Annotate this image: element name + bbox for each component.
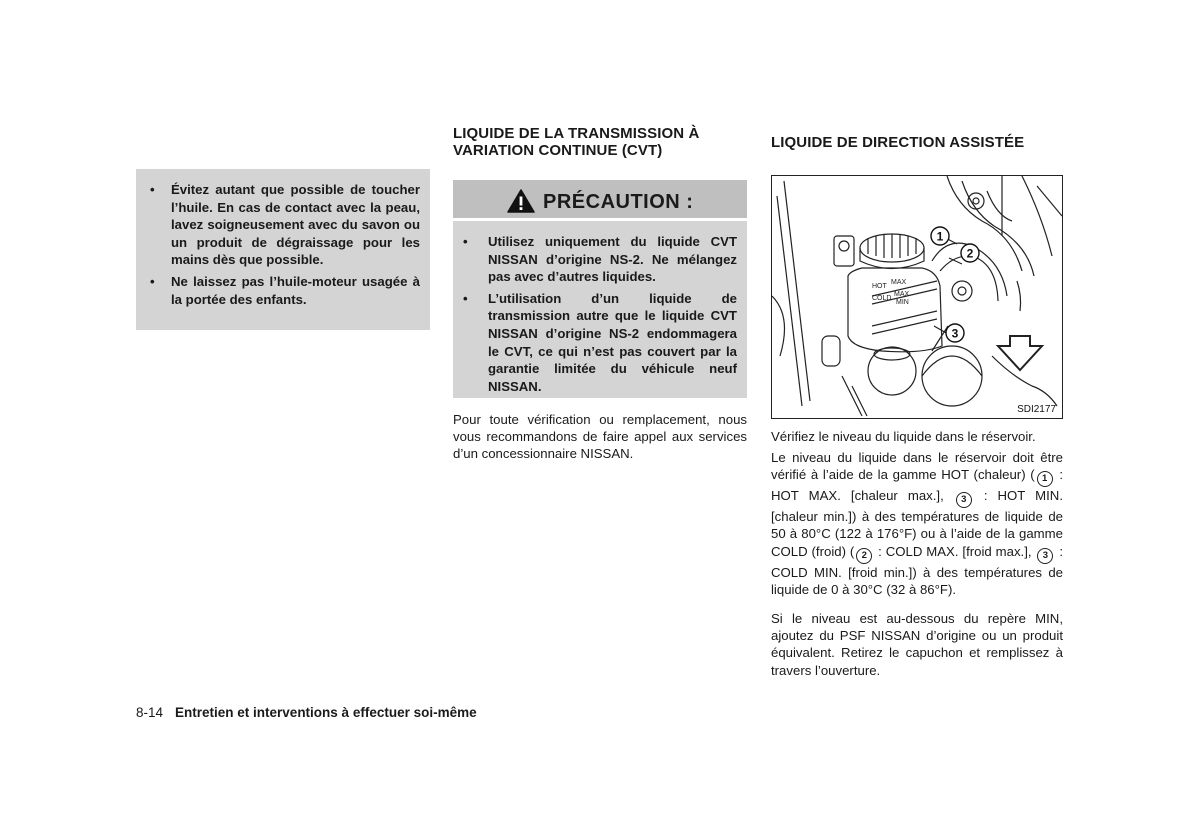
cvt-paragraph: Pour toute vérification ou remplacement, nous vous recommandons de faire appel aux services d’un concessionnaire NISSAN. — [453, 412, 747, 462]
bullet: • — [150, 273, 155, 289]
reservoir-figure — [771, 175, 1063, 419]
warning-item — [150, 273, 420, 308]
callout-ref-2: 2 — [856, 548, 872, 564]
caution-body — [461, 233, 737, 399]
hot-max-label: MAX — [891, 279, 907, 286]
callout-ref-3: 3 — [956, 492, 972, 508]
hot-label: HOT — [872, 283, 887, 290]
callout-ref-3b: 3 — [1037, 548, 1053, 564]
page-footer — [136, 705, 477, 720]
bullet: • — [150, 182, 155, 197]
caution-title: PRÉCAUTION : — [543, 191, 694, 213]
engine-illustration — [772, 176, 1062, 418]
psf-heading: LIQUIDE DE DIRECTION ASSISTÉE — [771, 134, 1025, 151]
cold-min-label: MIN — [896, 299, 909, 306]
psf-paragraph-1: Vérifiez le niveau du liquide dans le réservoir. — [771, 429, 1036, 444]
caution-item — [461, 290, 737, 396]
p2-text-a: Le niveau du liquide dans le réservoir doit être vérifié à l’aide de la gamme HOT (chaleur) ( — [771, 450, 1063, 483]
warning-box — [136, 169, 430, 330]
callout-1: 1 — [936, 229, 944, 244]
cvt-heading — [453, 125, 753, 159]
bullet: • — [463, 234, 468, 249]
p2-text-d: : COLD MAX. [froid max.], — [874, 543, 1036, 559]
caution-item-text: L’utilisation d’un liquide de transmission autre que le liquide CVT NISSAN d’origine NS-2 endommagera le CVT, ce qui n’est pas couvert par la garantie limitée du véhicule neuf NISSAN. — [488, 290, 737, 394]
section-title: Entretien et interventions à effectuer soi-même — [175, 705, 477, 720]
figure-code: SDI2177 — [1017, 404, 1056, 415]
caution-item — [461, 233, 737, 286]
bullet: • — [463, 290, 468, 306]
cvt-heading-line1: LIQUIDE DE LA TRANSMISSION À — [453, 125, 700, 142]
callout-ref-1: 1 — [1037, 471, 1053, 487]
psf-paragraph-3: Si le niveau est au-dessous du repère MIN, ajoutez du PSF NISSAN d’origine ou un produit équivalent. Retirez le capuchon et remplissez à travers l’ouverture. — [771, 611, 1063, 678]
caution-box — [453, 180, 747, 398]
p2-text-e: : COLD MIN. [froid min.]) à des températures de liquide de 0 à 30°C (32 à 86°F). — [771, 543, 1063, 597]
page-number: 8-14 — [136, 705, 164, 720]
warning-item-text: Ne laissez pas l’huile-moteur usagée à la portée des enfants. — [171, 273, 420, 307]
callout-2: 2 — [966, 246, 974, 261]
cold-label: COLD — [872, 295, 892, 302]
warning-item-text: Évitez autant que possible de toucher l’huile. En cas de contact avec la peau, lavez soigneusement avec du savon ou un produit de dégraissage pour les mains dès que possible. — [171, 182, 420, 268]
p2-text-b: : HOT MAX. [chaleur max.], — [771, 467, 1064, 504]
caution-item-text: Utilisez uniquement du liquide CVT NISSAN d’origine NS-2. Ne mélangez pas avec d’autres liquides. — [488, 234, 737, 285]
callout-3: 3 — [951, 326, 959, 341]
p2-text-c: : HOT MIN. [chaleur min.]) à des températures de liquide de 50 à 80°C (122 à 176°F) ou à l’aide de la gamme COLD (froid) ( — [771, 488, 1063, 559]
psf-paragraph-2 — [771, 449, 1063, 598]
caution-header — [453, 180, 747, 221]
hot-min-label: MAX — [894, 291, 910, 298]
warning-item — [150, 181, 420, 269]
warning-triangle-icon — [507, 189, 535, 213]
cvt-heading-line2: VARIATION CONTINUE (CVT) — [453, 142, 663, 159]
